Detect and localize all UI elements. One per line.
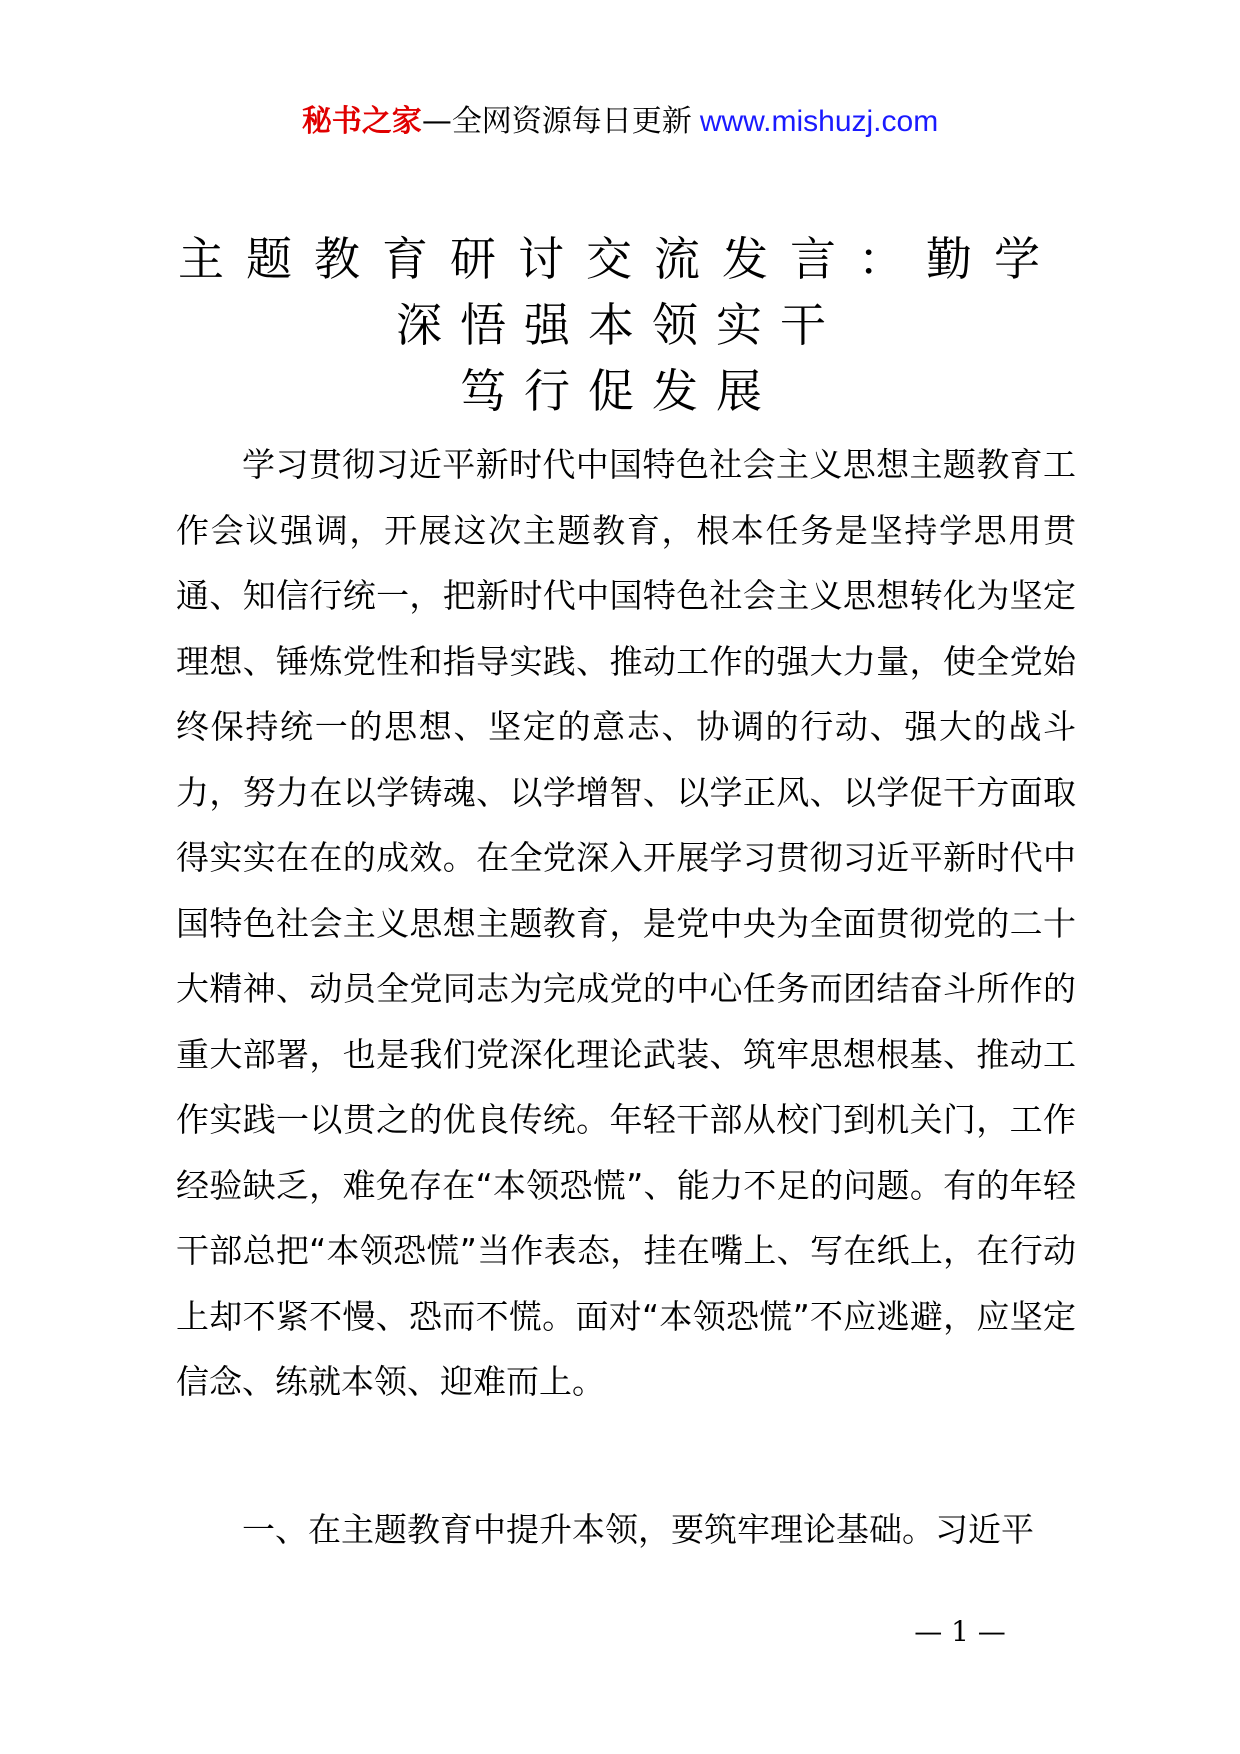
site-url-link[interactable]: www.mishuzj.com [699,105,939,138]
banner-tagline: —全网资源每日更新 [421,104,692,139]
section-heading: 一、在主题教育中提升本领，要筑牢理论基础。习近平 [242,1510,1034,1549]
title-line: 深悟强本领实干 [396,298,844,352]
document-title [160,226,1080,424]
site-banner [0,100,1240,144]
title-line: 笃行促发展 [460,364,780,418]
page-number: — 1 — [914,1615,1006,1648]
brand-name: 秘书之家 [301,104,422,139]
title-line: 主题教育研讨交流发言：勤学 [178,232,1062,286]
body-paragraph: 学习贯彻习近平新时代中国特色社会主义思想主题教育工作会议强调，开展这次主题教育，根本任务是坚持学思用贯通、知信行统一，把新时代中国特色社会主义思想转化为坚定理想、锤炼党性和指导实践、推动工作的强大力量，使全党始终保持统一的思想、坚定的意志、协调的行动、强大的战斗力，努力在以学铸魂、以学增智、以学正风、以学促干方面取得实实在在的成效。在全党深入开展学习贯彻习近平新时代中国特色社会主义思想主题教育，是党中央为全面贯彻党的二十大精神、动员全党同志为完成党的中心任务而团结奋斗所作的重大部署，也是我们党深化理论武装、筑牢思想根基、推动工作实践一以贯之的优良传统。年轻干部从校门到机关门，工作经验缺乏，难免存在“本领恐慌”、能力不足的问题。有的年轻干部总把“本领恐慌”当作表态，挂在嘴上、写在纸上，在行动上却不紧不慢、恐而不慌。面对“本领恐慌”不应逃避，应坚定信念、练就本领、迎难而上。 [176,445,1076,1401]
